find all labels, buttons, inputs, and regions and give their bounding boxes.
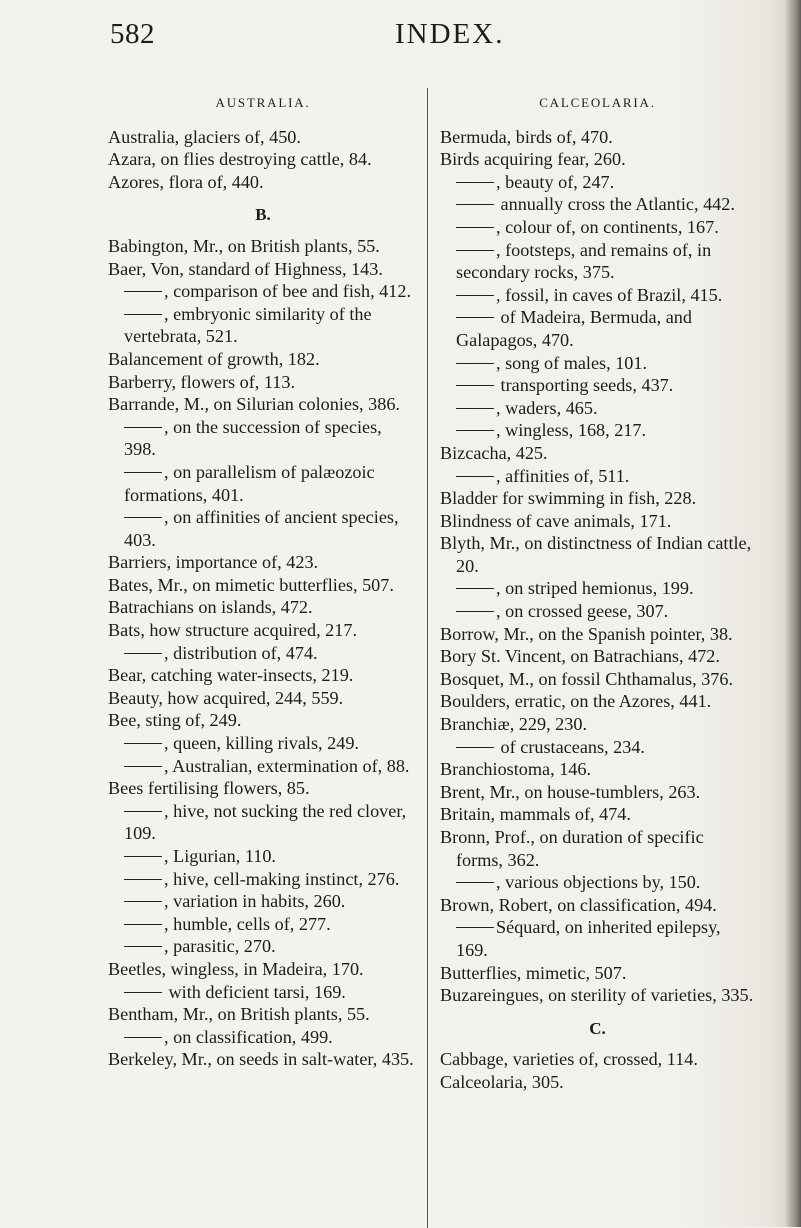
index-subentry xyxy=(440,374,755,397)
index-entry: Beauty, how acquired, 244, 559. xyxy=(108,687,344,708)
index-entry: Branchiostoma, 146. xyxy=(440,759,592,780)
index-entry: Azara, on flies destroying cattle, 84. xyxy=(108,149,372,170)
ditto-dash xyxy=(456,295,494,296)
index-entry: Bee, sting of, 249. xyxy=(108,710,242,731)
index-entry: Bizcacha, 425. xyxy=(440,442,548,463)
subentry-text: , on affinities of ancient species, 403. xyxy=(124,507,399,550)
ditto-dash xyxy=(124,291,162,292)
index-subentry xyxy=(440,736,755,759)
index-entry: Buzareingues, on sterility of varieties, 335. xyxy=(440,985,754,1006)
page-edge-shadow xyxy=(785,0,801,1227)
right-entries xyxy=(440,126,755,1094)
index-subentry xyxy=(108,845,418,868)
ditto-dash xyxy=(124,653,162,654)
index-subentry xyxy=(440,577,755,600)
ditto-dash xyxy=(124,427,162,428)
ditto-dash xyxy=(456,250,494,251)
index-entry: Bermuda, birds of, 470. xyxy=(440,126,613,147)
ditto-dash xyxy=(124,901,162,902)
index-entry: Calceolaria, 305. xyxy=(440,1071,564,1092)
index-entry: Cabbage, varieties of, crossed, 114. xyxy=(440,1049,698,1070)
index-entry: Berkeley, Mr., on seeds in salt-water, 435. xyxy=(108,1049,414,1070)
subentry-text: , distribution of, 474. xyxy=(164,642,318,663)
subentry-text: Séquard, on inherited epilepsy, 169. xyxy=(456,917,721,960)
index-entry: Bates, Mr., on mimetic butterflies, 507. xyxy=(108,574,394,595)
subentry-text: , comparison of bee and fish, 412. xyxy=(164,281,411,302)
index-subentry xyxy=(440,171,755,194)
index-subentry xyxy=(440,216,755,239)
subentry-text: , variation in habits, 260. xyxy=(164,891,346,912)
index-entry: Borrow, Mr., on the Spanish pointer, 38. xyxy=(440,623,733,644)
index-entry: Bats, how structure acquired, 217. xyxy=(108,620,358,641)
left-column-head: AUSTRALIA. xyxy=(215,95,311,110)
index-subentry xyxy=(108,1026,418,1049)
subentry-text: , queen, killing rivals, 249. xyxy=(164,733,359,754)
ditto-dash xyxy=(456,430,494,431)
subentry-text: , song of males, 101. xyxy=(496,352,648,373)
ditto-dash xyxy=(456,588,494,589)
ditto-dash xyxy=(456,747,494,748)
index-entry: Branchiæ, 229, 230. xyxy=(440,714,588,735)
ditto-dash xyxy=(456,363,494,364)
right-column-head: CALCEOLARIA. xyxy=(539,95,656,110)
index-entry: Butterflies, mimetic, 507. xyxy=(440,962,627,983)
index-subentry xyxy=(108,280,418,303)
ditto-dash xyxy=(124,924,162,925)
subentry-text: , various objections by, 150. xyxy=(496,872,701,893)
ditto-dash xyxy=(456,927,494,928)
subentry-text: , wingless, 168, 217. xyxy=(496,420,647,441)
index-subentry xyxy=(108,981,418,1004)
ditto-dash xyxy=(456,882,494,883)
subentry-text: , on striped hemionus, 199. xyxy=(496,578,694,599)
index-subentry xyxy=(440,352,755,375)
index-subentry xyxy=(440,600,755,623)
index-entry: Bees fertilising flowers, 85. xyxy=(108,778,310,799)
index-entry: Barrande, M., on Silurian colonies, 386. xyxy=(108,394,400,415)
index-subentry xyxy=(440,397,755,420)
ditto-dash xyxy=(124,946,162,947)
subentry-text: , hive, not sucking the red clover, 109. xyxy=(124,800,407,844)
subentry-text: of Madeira, Bermuda, and Galapagos, 470. xyxy=(456,307,692,350)
left-column xyxy=(108,90,418,1071)
index-entry: Brent, Mr., on house-tumblers, 263. xyxy=(440,781,701,802)
index-entry: Balancement of growth, 182. xyxy=(108,348,320,369)
ditto-dash xyxy=(124,879,162,880)
subentry-text: , waders, 465. xyxy=(496,397,598,418)
subentry-text: , on crossed geese, 307. xyxy=(496,601,669,622)
ditto-dash xyxy=(456,317,494,318)
index-subentry xyxy=(440,871,755,894)
section-letter: B. xyxy=(255,205,271,225)
subentry-text: , parasitic, 270. xyxy=(164,936,276,957)
ditto-dash xyxy=(124,517,162,518)
index-subentry xyxy=(108,732,418,755)
section-letter: C. xyxy=(589,1018,606,1038)
index-subentry xyxy=(108,642,418,665)
subentry-text: , on classification, 499. xyxy=(164,1026,333,1047)
index-entry: Azores, flora of, 440. xyxy=(108,171,264,192)
index-entry: Birds acquiring fear, 260. xyxy=(440,149,626,170)
index-subentry xyxy=(108,755,418,778)
subentry-text: , humble, cells of, 277. xyxy=(164,913,331,934)
index-entry: Australia, glaciers of, 450. xyxy=(108,126,301,147)
ditto-dash xyxy=(124,743,162,744)
ditto-dash xyxy=(456,476,494,477)
index-subentry xyxy=(108,800,418,845)
ditto-dash xyxy=(456,182,494,183)
page-number: 582 xyxy=(110,18,155,50)
subentry-text: with deficient tarsi, 169. xyxy=(164,981,346,1002)
subentry-text: , colour of, on continents, 167. xyxy=(496,216,719,237)
index-subentry xyxy=(440,465,755,488)
index-entry: Batrachians on islands, 472. xyxy=(108,597,313,618)
index-subentry xyxy=(108,913,418,936)
index-subentry xyxy=(108,868,418,891)
subentry-text: , fossil, in caves of Brazil, 415. xyxy=(496,284,723,305)
running-head: INDEX. xyxy=(395,18,505,50)
index-entry: Beetles, wingless, in Madeira, 170. xyxy=(108,958,364,979)
subentry-text: , Australian, extermination of, 88. xyxy=(164,755,410,776)
index-entry: Barberry, flowers of, 113. xyxy=(108,371,296,392)
index-entry: Babington, Mr., on British plants, 55. xyxy=(108,235,380,256)
ditto-dash xyxy=(124,314,162,315)
ditto-dash xyxy=(124,811,162,812)
index-entry: Brown, Robert, on classification, 494. xyxy=(440,894,717,915)
index-subentry xyxy=(440,419,755,442)
ditto-dash xyxy=(124,1037,162,1038)
subentry-text: transporting seeds, 437. xyxy=(496,375,674,396)
index-subentry xyxy=(440,306,755,351)
subentry-text: , affinities of, 511. xyxy=(496,465,630,486)
index-subentry xyxy=(440,284,755,307)
index-subentry xyxy=(440,239,755,284)
ditto-dash xyxy=(456,611,494,612)
index-entry: Bentham, Mr., on British plants, 55. xyxy=(108,1004,370,1025)
left-entries xyxy=(108,126,418,1071)
ditto-dash xyxy=(456,204,494,205)
index-entry: Blyth, Mr., on distinctness of Indian cattle, 20. xyxy=(440,533,752,576)
index-subentry xyxy=(440,916,755,961)
index-entry: Boulders, erratic, on the Azores, 441. xyxy=(440,691,712,712)
subentry-text: of crustaceans, 234. xyxy=(496,736,645,757)
index-entry: Bory St. Vincent, on Batrachians, 472. xyxy=(440,646,720,667)
ditto-dash xyxy=(124,766,162,767)
index-subentry xyxy=(108,506,418,551)
subentry-text: , embryonic similarity of the vertebrata, 521. xyxy=(124,303,372,347)
index-entry: Bronn, Prof., on duration of specific forms, 362. xyxy=(440,827,704,870)
ditto-dash xyxy=(124,472,162,473)
column-divider xyxy=(427,88,428,1228)
subentry-text: , Ligurian, 110. xyxy=(164,846,276,866)
ditto-dash xyxy=(456,385,494,386)
right-column xyxy=(440,90,755,1094)
index-entry: Bear, catching water-insects, 219. xyxy=(108,665,354,686)
subentry-text: , hive, cell-making instinct, 276. xyxy=(164,868,400,889)
index-subentry xyxy=(440,193,755,216)
index-entry: Bladder for swimming in fish, 228. xyxy=(440,488,697,509)
subentry-text: , on parallelism of palæozoic formations, 401. xyxy=(124,461,375,505)
ditto-dash xyxy=(456,408,494,409)
index-entry: Baer, Von, standard of Highness, 143. xyxy=(108,258,383,279)
index-subentry xyxy=(108,890,418,913)
ditto-dash xyxy=(124,856,162,857)
index-entry: Bosquet, M., on fossil Chthamalus, 376. xyxy=(440,668,734,689)
index-entry: Blindness of cave animals, 171. xyxy=(440,510,672,531)
index-subentry xyxy=(108,461,418,506)
subentry-text: , on the succession of species, 398. xyxy=(124,416,382,460)
ditto-dash xyxy=(124,992,162,993)
subentry-text: , beauty of, 247. xyxy=(496,171,615,192)
index-entry: Barriers, importance of, 423. xyxy=(108,552,319,573)
index-entry: Britain, mammals of, 474. xyxy=(440,804,631,825)
subentry-text: , footsteps, and remains of, in secondary rocks, 375. xyxy=(456,239,712,283)
index-subentry xyxy=(108,935,418,958)
ditto-dash xyxy=(456,227,494,228)
index-subentry xyxy=(108,416,418,461)
subentry-text: annually cross the Atlantic, 442. xyxy=(496,194,735,215)
index-subentry xyxy=(108,303,418,348)
page-header xyxy=(110,18,670,58)
